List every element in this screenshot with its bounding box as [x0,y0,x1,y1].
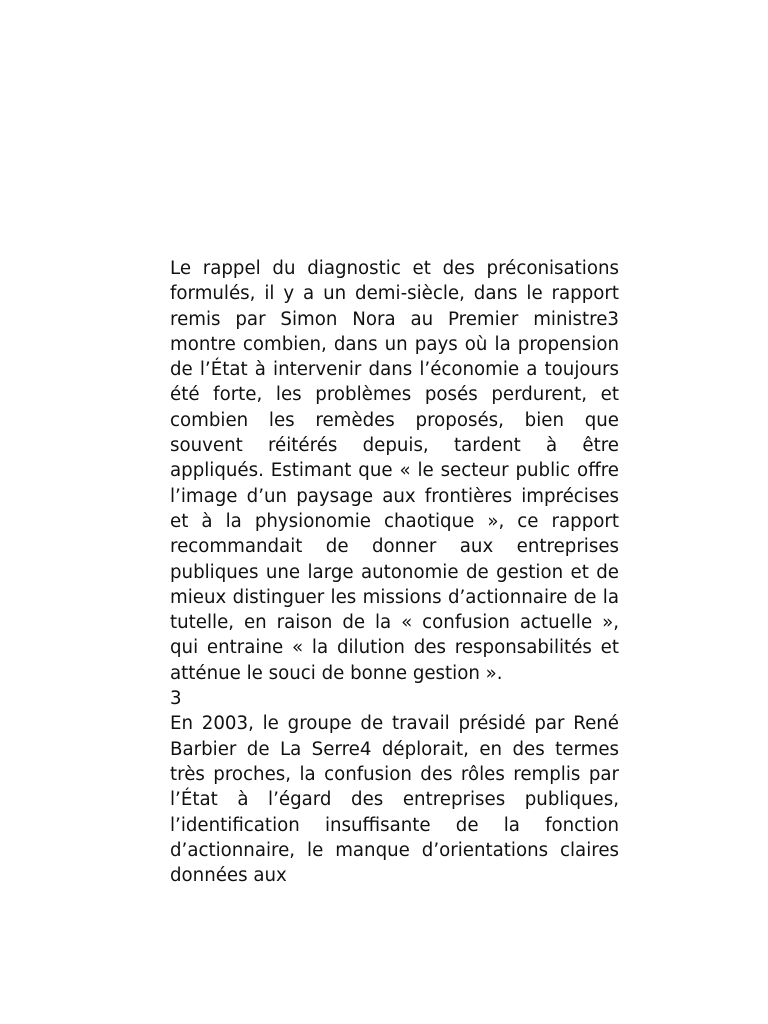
paragraph-barbier-group: En 2003, le groupe de travail présidé par René Barbier de La Serre4 déplorait, en des termes très proches, la confusion des rôles remplis par l’État à l’égard des entreprises publiques, l’identification insuffisante de la fonction d’actionnaire, le manque d’orientations claires données aux [170,713,619,887]
paragraph-number: 3 [170,688,182,710]
text-column [170,256,619,888]
paragraph-nora-report: Le rappel du diagnostic et des préconisations formulés, il y a un demi-siècle, dans le rapport remis par Simon Nora au Premier ministre3 montre combien, dans un pays où la propension de l’État à intervenir dans l’économie a toujours été forte, les problèmes posés perdurent, et combien les remèdes proposés, bien que souvent réitérés depuis, tardent à être appliqués. Estimant que « le secteur public offre l’image d’un paysage aux frontières imprécises et à la physionomie chaotique », ce rapport recommandait de donner aux entreprises publiques une large autonomie de gestion et de mieux distinguer les missions d’actionnaire de la tutelle, en raison de la « confusion actuelle », qui entraine « la dilution des responsabilités et atténue le souci de bonne gestion ». [170,258,619,684]
